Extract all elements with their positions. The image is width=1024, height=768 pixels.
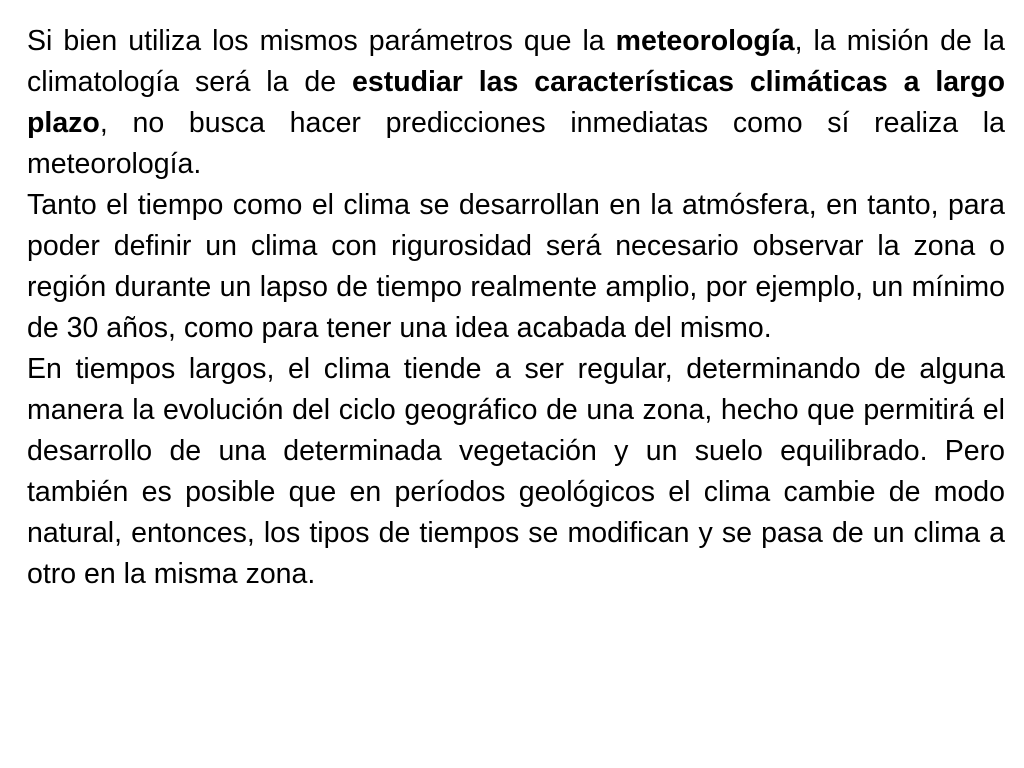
paragraph-tiempos-largos: En tiempos largos, el clima tiende a ser regular, determinando de alguna manera la evolución del ciclo geográfico de una zona, hecho que permitirá el desarrollo de una determinada vegetación y un suelo equilibrado. Pero también es posible que en períodos geológicos el clima cambie de modo natural, entonces, los tipos de tiempos se modifican y se pasa de un clima a otro en la misma zona.	[27, 353, 1005, 590]
paragraph-text: , la misión de la climatología será la de	[27, 25, 1005, 98]
paragraph-text: Si bien utiliza los mismos parámetros que la	[27, 25, 616, 57]
paragraph-text: , no busca hacer predicciones inmediatas como sí realiza la meteorología.	[27, 107, 1005, 180]
paragraph-tiempo-clima: Tanto el tiempo como el clima se desarrollan en la atmósfera, en tanto, para poder definir un clima con rigurosidad será necesario observar la zona o región durante un lapso de tiempo realmente amplio, por ejemplo, un mínimo de 30 años, como para tener una idea acabada del mismo.	[27, 189, 1005, 344]
document-body	[27, 21, 1005, 595]
bold-phrase-caracteristicas: estudiar las características climáticas a largo plazo	[27, 66, 1005, 139]
bold-term-meteorologia: meteorología	[615, 25, 795, 57]
paragraph-climatologia	[27, 21, 1005, 185]
